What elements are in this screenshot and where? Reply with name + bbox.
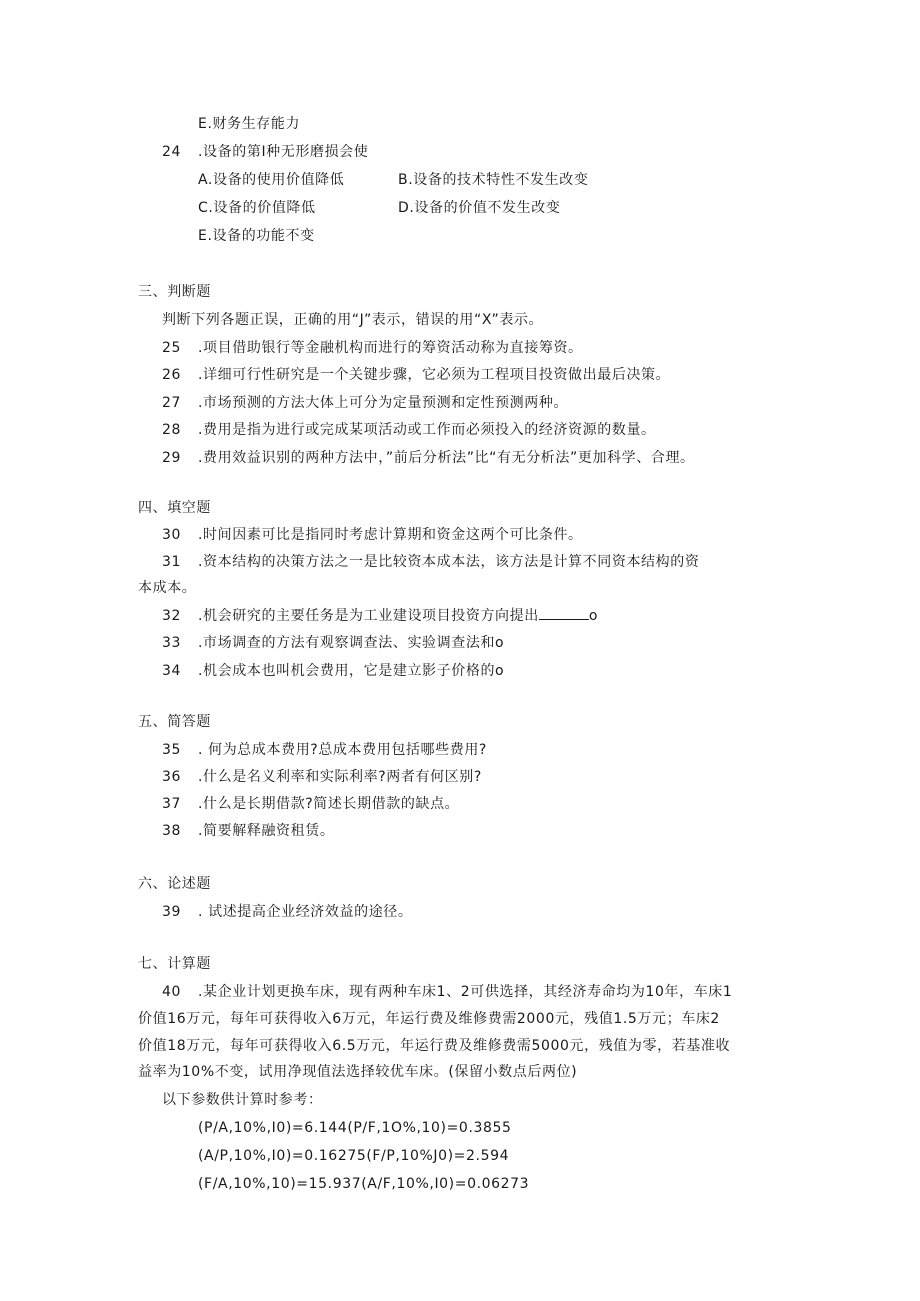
question-36 [162,767,482,787]
question-text: .市场预测的方法大体上可分为定量预测和定性预测两种。 [198,395,569,411]
section-title: 四、填空题 [138,500,211,516]
question-40-line3: 价值18万元，每年可获得收入6.5万元，年运行费及维修费需5000元，残值为零，若基准收 [138,1038,731,1054]
question-34 [162,661,504,681]
question-number: 33 [162,635,182,651]
question-number: 28 [162,422,182,438]
question-number: 38 [162,823,182,839]
section-title: 三、判断题 [138,284,211,300]
question-26 [162,365,670,385]
question-35 [162,740,487,760]
question-text: .机会研究的主要任务是为工业建设项目投资方向提出 [198,608,539,624]
question-text: .某企业计划更换车床，现有两种车床1、2可供选择，其经济寿命均为10年，车床1 [198,984,733,1000]
section-title: 六、论述题 [138,876,211,892]
question-text: .项目借助银行等金融机构而进行的筹资活动称为直接筹资。 [198,340,583,356]
question-number: 37 [162,796,182,812]
question-text: .简要解释融资租赁。 [198,823,335,839]
reference-title: 以下参数供计算时参考： [162,1092,323,1108]
question-33 [162,633,504,653]
question-25 [162,338,583,358]
question-number: 29 [162,450,182,466]
question-text: .市场调查的方法有观察调查法、实验调查法和o [198,635,505,651]
q24-option-d: D.设备的价值不发生改变 [398,200,561,216]
question-text: .资本结构的决策方法之一是比较资本成本法，该方法是计算不同资本结构的资 [198,554,700,570]
q24-option-e: E.设备的功能不变 [198,228,315,244]
question-text: .机会成本也叫机会费用，它是建立影子价格的o [198,663,505,679]
answer-blank [539,606,589,620]
question-number: 27 [162,395,182,411]
question-31-continuation: 本成本。 [138,580,197,596]
q24-option-a: A.设备的使用价值降低 [198,172,345,188]
question-number: 25 [162,340,182,356]
question-number: 34 [162,663,182,679]
question-27 [162,393,568,413]
question-text: .详细可行性研究是一个关键步骤，它必须为工程项目投资做出最后决策。 [198,367,671,383]
question-32 [162,606,598,626]
question-number: 40 [162,984,182,1000]
question-number: 35 [162,742,182,758]
reference-formula: (P/A,10%,I0)=6.144(P/F,1O%,10)=0.3855 [198,1120,512,1136]
question-number: 31 [162,554,182,570]
question-text: . 何为总成本费用?总成本费用包括哪些费用? [198,742,487,758]
reference-formula: (F/A,10%,10)=15.937(A/F,10%,I0)=0.06273 [198,1176,530,1192]
question-29 [162,448,695,468]
question-text: .费用效益识别的两种方法中，”前后分析法”比“有无分析法”更加科学、合理。 [198,450,695,466]
question-31 [162,552,699,572]
question-24 [162,142,368,162]
q23-option-e: E.财务生存能力 [198,116,301,132]
question-39 [162,902,413,922]
question-37 [162,794,459,814]
question-text: .什么是名义利率和实际利率?两者有何区别? [198,769,482,785]
question-28 [162,420,656,440]
question-text: .时间因素可比是指同时考虑计算期和资金这两个可比条件。 [198,527,583,543]
section-title: 五、简答题 [138,714,211,730]
question-number: 30 [162,527,182,543]
question-40-line2: 价值16万元，每年可获得收入6万元，年运行费及维修费需2000元，残值1.5万元；车床2 [138,1011,720,1027]
section-instruction: 判断下列各题正误，正确的用“J”表示，错误的用“X”表示。 [162,312,544,328]
section-title: 七、计算题 [138,956,211,972]
question-text: . 试述提高企业经济效益的途径。 [198,904,413,920]
question-number: 36 [162,769,182,785]
q24-option-b: B.设备的技术特性不发生改变 [398,172,589,188]
question-text: .设备的第Ⅰ种无形磨损会使 [198,144,369,160]
question-38 [162,821,334,841]
question-text: .什么是长期借款?简述长期借款的缺点。 [198,796,460,812]
question-30 [162,525,583,545]
question-number: 26 [162,367,182,383]
question-number: 32 [162,608,182,624]
q24-option-c: C.设备的价值降低 [198,200,316,216]
question-number: 39 [162,904,182,920]
question-text: .费用是指为进行或完成某项活动或工作而必须投入的经济资源的数量。 [198,422,656,438]
question-end: o [588,608,599,624]
question-number: 24 [162,144,182,160]
question-40-line4: 益率为10%不变，试用净现值法选择较优车床。(保留小数点后两位) [138,1064,578,1080]
reference-formula: (A/P,10%,I0)=0.16275(F/P,10%J0)=2.594 [198,1148,510,1164]
question-40 [162,982,732,1002]
